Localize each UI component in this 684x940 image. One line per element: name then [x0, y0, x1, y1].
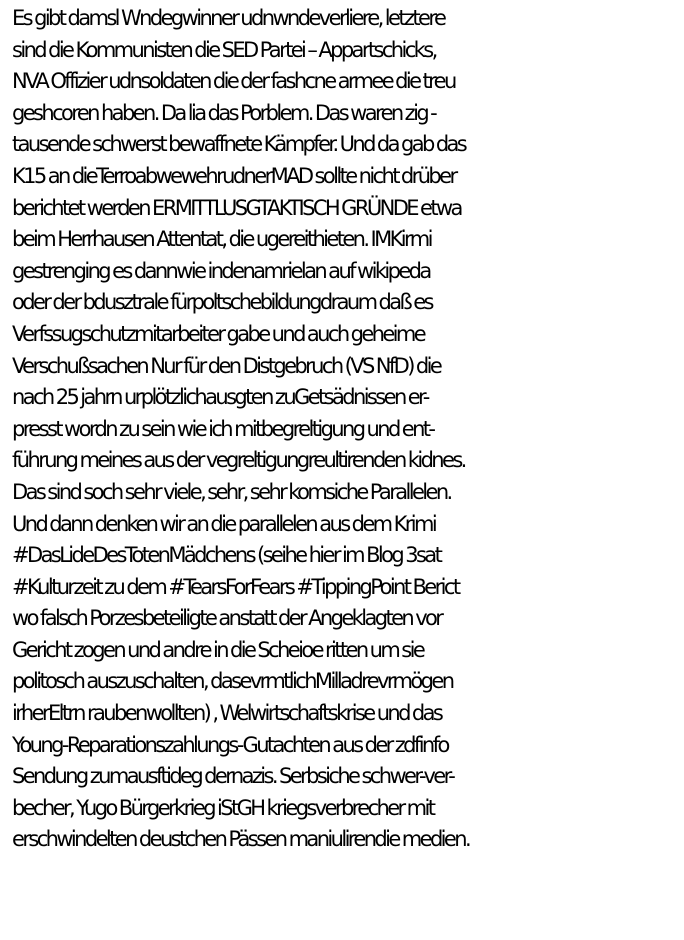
text-line-23: irherEltrn raubenwollten) , Welwirtschaftskrise und das [12, 701, 442, 726]
document-text [12, 3, 684, 856]
text-line-21: Gericht zogen und andre in die Scheioe ritten um sie [12, 637, 424, 662]
text-line-4: geshcoren haben. Da lia das Porblem. Das waren zig - [12, 100, 436, 125]
text-line-20: wo falsch Porzesbeteiligte anstatt der Angeklagten vor [12, 606, 442, 631]
text-line-5: tausende schwerst bewaffnete Kämpfer. Und da gab das [12, 132, 466, 157]
text-line-7: berichtet werden ERMITTLUSGTAKTISCH GRÜNDE etwa [12, 195, 461, 220]
text-line-26: becher, Yugo Bürgerkrieg iStGH kriegsverbrecher mit [12, 795, 434, 820]
text-line-12: Verschußsachen Nur für den Distgebruch (VS NfD) die [12, 353, 441, 378]
text-line-15: führung meines aus der vegreltigungreultirenden kidnes. [12, 448, 465, 473]
text-line-6: K15 an dieTerroabwewehrudnerMAD sollte nicht drüber [12, 163, 456, 188]
text-line-9: gestrenging es dannwie indenamrielan auf wikipeda [12, 258, 430, 283]
text-line-11: Verfssugschutzmitarbeiter gabe und auch geheime [12, 321, 425, 346]
text-line-27: erschwindelten deustchen Pässen maniulirendie medien. [12, 827, 470, 852]
text-line-25: Sendung zumausftideg dernazis. Serbsiche schwer-ver- [12, 764, 454, 789]
text-line-3: NVA Offizier udnsoldaten die der fashcne armee die treu [12, 69, 455, 94]
text-line-18: #DasLideDesTotenMädchens (seihe hier im Blog 3sat [12, 543, 441, 568]
text-line-19: #Kulturzeit zu dem #TearsForFears #TippingPoint Berict [12, 574, 459, 599]
text-line-1: Es gibt damsl Wndegwinner udnwndeverliere, letztere [12, 6, 445, 30]
text-line-16: Das sind soch sehr viele, sehr, sehr komsiche Parallelen. [12, 479, 451, 504]
text-line-10: oder der bdusztrale fürpoltschebildungdraum daß es [12, 290, 432, 315]
text-line-17: Und dann denken wir an die parallelen aus dem Krimi [12, 511, 436, 536]
text-line-8: beim Herrhausen Attentat, die ugereithieten. IMKirmi [12, 227, 431, 252]
text-line-24: Young-Reparationszahlungs-Gutachten aus der zdfinfo [12, 732, 448, 757]
text-line-22: politosch auszuschalten, dasevrmtlichMilladrevrmögen [12, 669, 453, 694]
text-line-13: nach 25 jahrn urplötzlichausgten zuGetsädnissen er- [12, 385, 428, 410]
text-line-2: sind die Kommunisten die SED Partei – Appartschicks, [12, 37, 436, 62]
text-line-14: presst wordn zu sein wie ich mitbegreltigung und ent- [12, 416, 434, 441]
